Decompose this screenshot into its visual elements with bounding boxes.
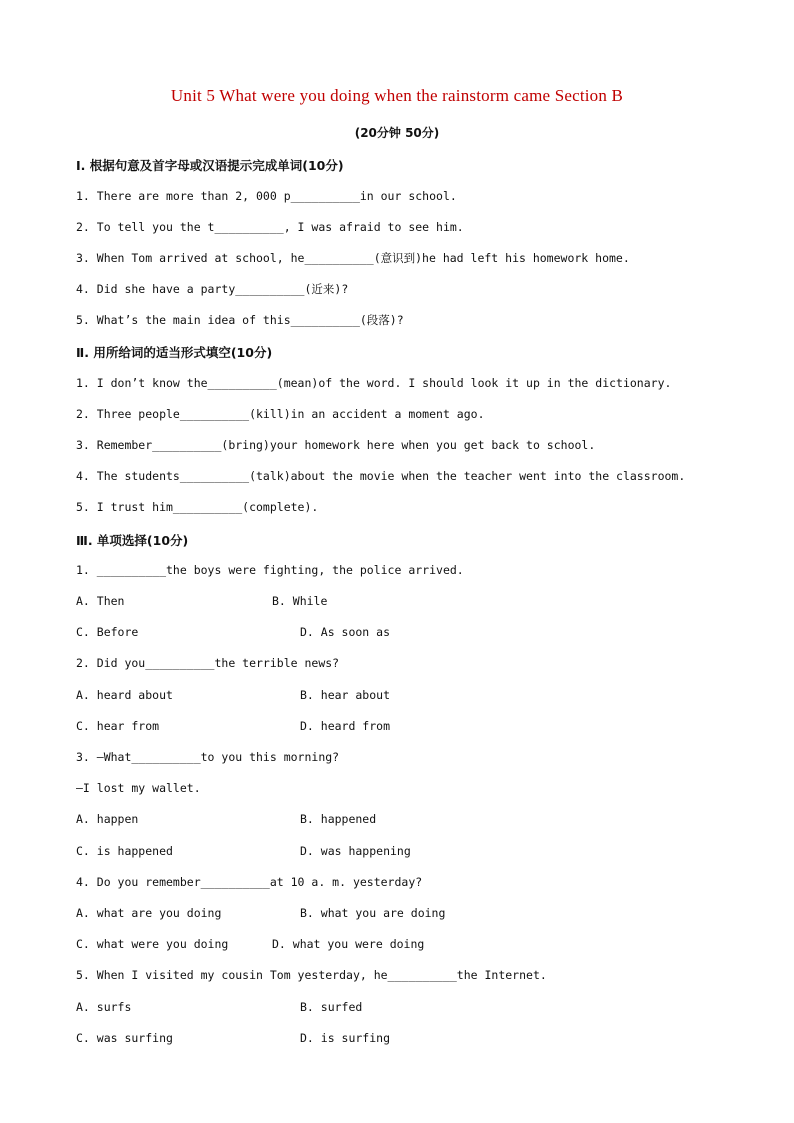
section-2-heading: Ⅱ. 用所给词的适当形式填空(10分) <box>76 345 273 360</box>
mcq-4-option-a: A. what are you doing <box>76 906 222 920</box>
section-1-heading: Ⅰ. 根据句意及首字母或汉语提示完成单词(10分) <box>76 158 344 173</box>
mcq-2-option-d: D. heard from <box>300 719 391 733</box>
mcq-4-stem: 4. Do you remember__________at 10 a. m. yesterday? <box>76 875 423 889</box>
mcq-3-option-a: A. happen <box>76 812 139 826</box>
mcq-4-option-c: C. what were you doing <box>76 937 229 951</box>
mcq-5-stem: 5. When I visited my cousin Tom yesterday, he__________the Internet. <box>76 968 547 982</box>
s2-question-1: 1. I don’t know the__________(mean)of the word. I should look it up in the dictionary. <box>76 376 672 390</box>
mcq-5-option-c: C. was surfing <box>76 1031 173 1045</box>
mcq-4-option-d: D. what you were doing <box>272 937 425 951</box>
mcq-3-stem-reply: —I lost my wallet. <box>76 781 201 795</box>
mcq-2-option-a: A. heard about <box>76 688 173 702</box>
mcq-5-option-a: A. surfs <box>76 1000 132 1014</box>
s2-question-3: 3. Remember__________(bring)your homework here when you get back to school. <box>76 438 596 452</box>
mcq-1-option-c: C. Before <box>76 625 139 639</box>
mcq-5-option-b: B. surfed <box>300 1000 363 1014</box>
s1-question-1: 1. There are more than 2, 000 p__________in our school. <box>76 189 457 203</box>
mcq-5-option-d: D. is surfing <box>300 1031 391 1045</box>
s1-question-4: 4. Did she have a party__________(近来)? <box>76 282 349 296</box>
s2-question-4: 4. The students__________(talk)about the movie when the teacher went into the classroom. <box>76 469 686 483</box>
mcq-2-option-c: C. hear from <box>76 719 160 733</box>
time-score-info: (20分钟 50分) <box>354 126 440 140</box>
mcq-4-option-b: B. what you are doing <box>300 906 446 920</box>
mcq-1-option-b: B. While <box>272 594 328 608</box>
mcq-1-option-a: A. Then <box>76 594 125 608</box>
s1-question-2: 2. To tell you the t__________, I was afraid to see him. <box>76 220 464 234</box>
s1-question-5: 5. What’s the main idea of this__________(段落)? <box>76 313 404 327</box>
s1-question-3: 3. When Tom arrived at school, he__________(意识到)he had left his homework home. <box>76 251 630 265</box>
s2-question-2: 2. Three people__________(kill)in an accident a moment ago. <box>76 407 485 421</box>
mcq-3-stem: 3. —What__________to you this morning? <box>76 750 340 764</box>
mcq-3-option-b: B. happened <box>300 812 377 826</box>
mcq-2-option-b: B. hear about <box>300 688 391 702</box>
worksheet-title: Unit 5 What were you doing when the rainstorm came Section B <box>170 86 624 105</box>
s2-question-5: 5. I trust him__________(complete). <box>76 500 319 514</box>
mcq-3-option-c: C. is happened <box>76 844 173 858</box>
mcq-1-option-d: D. As soon as <box>300 625 391 639</box>
mcq-1-stem: 1. __________the boys were fighting, the police arrived. <box>76 563 464 577</box>
section-3-heading: Ⅲ. 单项选择(10分) <box>76 533 189 548</box>
mcq-3-option-d: D. was happening <box>300 844 411 858</box>
mcq-2-stem: 2. Did you__________the terrible news? <box>76 656 340 670</box>
